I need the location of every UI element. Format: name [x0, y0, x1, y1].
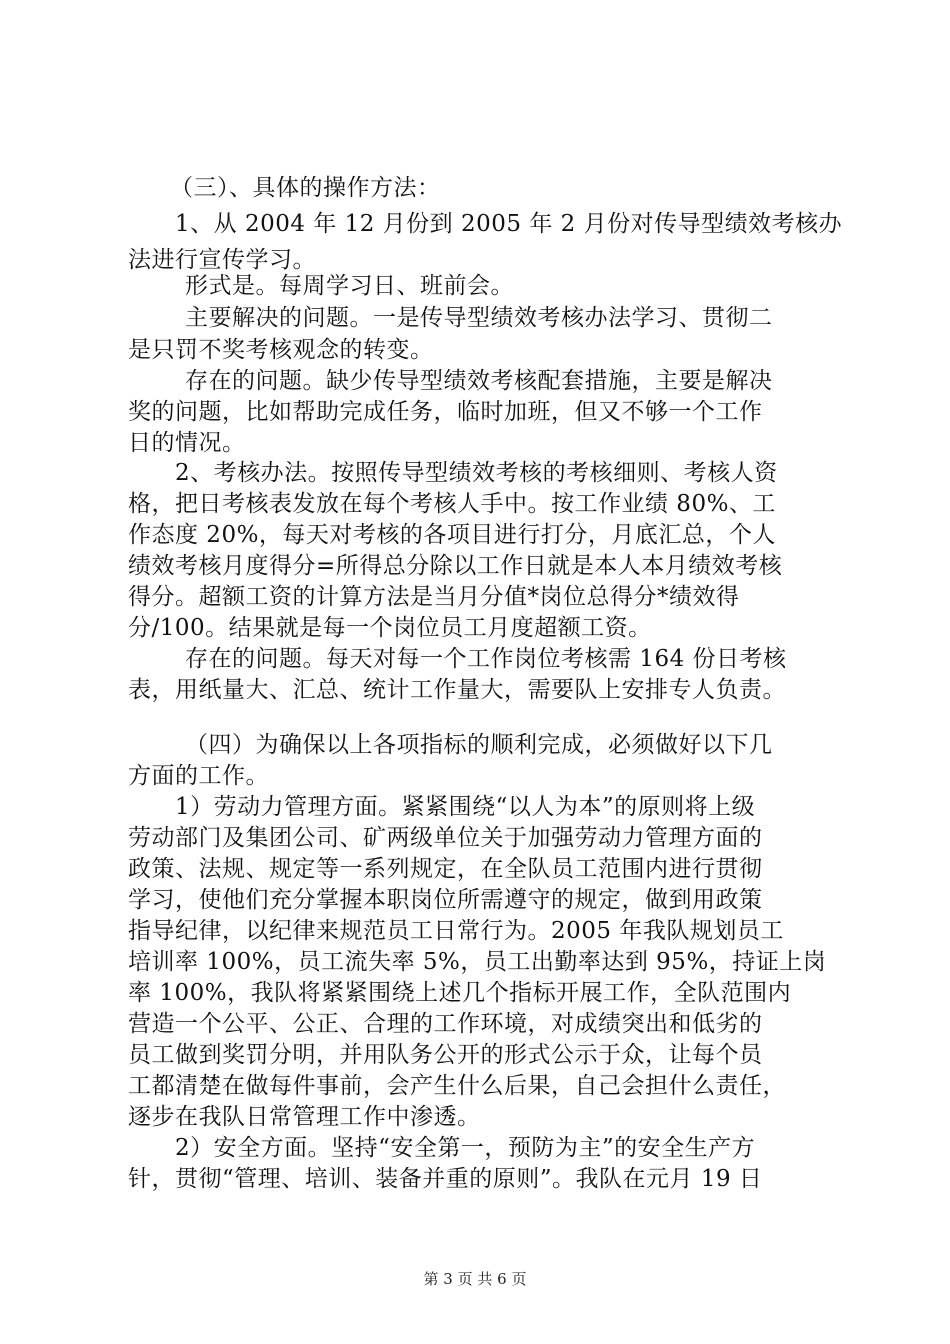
- paragraph-line: 营造一个公平、公正、合理的工作环境，对成绩突出和低劣的: [128, 1011, 763, 1037]
- paragraph-line: 政策、法规、规定等一系列规定，在全队员工范围内进行贯彻: [128, 856, 763, 882]
- paragraph-line: 形式是。每周学习日、班前会。: [185, 273, 514, 299]
- paragraph-line: 作态度 20%，每天对考核的各项目进行打分，月底汇总，个人: [128, 522, 776, 548]
- paragraph-line: 分/100。结果就是每一个岗位员工月度超额工资。: [128, 615, 652, 641]
- paragraph-line: 2）安全方面。坚持“安全第一，预防为主”的安全生产方: [175, 1135, 756, 1161]
- paragraph-line: 1）劳动力管理方面。紧紧围绕“以人为本”的原则将上级: [175, 794, 756, 820]
- paragraph-line: 方面的工作。: [128, 763, 269, 789]
- paragraph-line: 绩效考核月度得分=所得总分除以工作日就是本人本月绩效考核: [128, 553, 783, 579]
- paragraph-line: 逐步在我队日常管理工作中渗透。: [128, 1104, 481, 1130]
- paragraph-line: 2、考核办法。按照传导型绩效考核的考核细则、考核人资: [175, 460, 778, 486]
- paragraph-line: 针，贯彻“管理、培训、装备并重的原则”。我队在元月 19 日: [128, 1166, 763, 1192]
- section-heading-three: （三）、具体的操作方法：: [170, 175, 441, 201]
- paragraph-line: 格，把日考核表发放在每个考核人手中。按工作业绩 80%、工: [128, 491, 776, 517]
- paragraph-line: 率 100%，我队将紧紧围绕上述几个指标开展工作，全队范围内: [128, 980, 792, 1006]
- paragraph-line: 培训率 100%，员工流失率 5%，员工出勤率达到 95%，持证上岗: [128, 949, 827, 975]
- paragraph-line: 指导纪律，以纪律来规范员工日常行为。2005 年我队规划员工: [128, 918, 784, 944]
- page-number-footer: 第 3 页 共 6 页: [423, 1270, 527, 1288]
- paragraph-line: 日的情况。: [128, 430, 246, 456]
- paragraph-line: 劳动部门及集团公司、矿两级单位关于加强劳动力管理方面的: [128, 825, 763, 851]
- paragraph-line: 存在的问题。每天对每一个工作岗位考核需 164 份日考核: [185, 646, 787, 672]
- paragraph-line: 工都清楚在做每件事前，会产生什么后果，自己会担什么责任，: [128, 1073, 786, 1099]
- section-heading-four: （四）为确保以上各项指标的顺利完成，必须做好以下几: [185, 732, 773, 758]
- paragraph-line: 得分。超额工资的计算方法是当月分值*岗位总得分*绩效得: [128, 584, 740, 610]
- paragraph-line: 存在的问题。缺少传导型绩效考核配套措施，主要是解决: [185, 368, 773, 394]
- paragraph-line: 是只罚不奖考核观念的转变。: [128, 337, 434, 363]
- paragraph-line: 奖的问题，比如帮助完成任务，临时加班，但又不够一个工作: [128, 399, 763, 425]
- paragraph-line: 法进行宣传学习。: [128, 247, 316, 273]
- paragraph-line: 表，用纸量大、汇总、统计工作量大，需要队上安排专人负责。: [128, 677, 786, 703]
- paragraph-line: 学习，使他们充分掌握本职岗位所需遵守的规定，做到用政策: [128, 887, 763, 913]
- paragraph-line: 员工做到奖罚分明，并用队务公开的形式公示于众，让每个员: [128, 1042, 763, 1068]
- paragraph-line: 1、从 2004 年 12 月份到 2005 年 2 月份对传导型绩效考核办: [175, 211, 843, 237]
- paragraph-line: 主要解决的问题。一是传导型绩效考核办法学习、贯彻二: [185, 305, 773, 331]
